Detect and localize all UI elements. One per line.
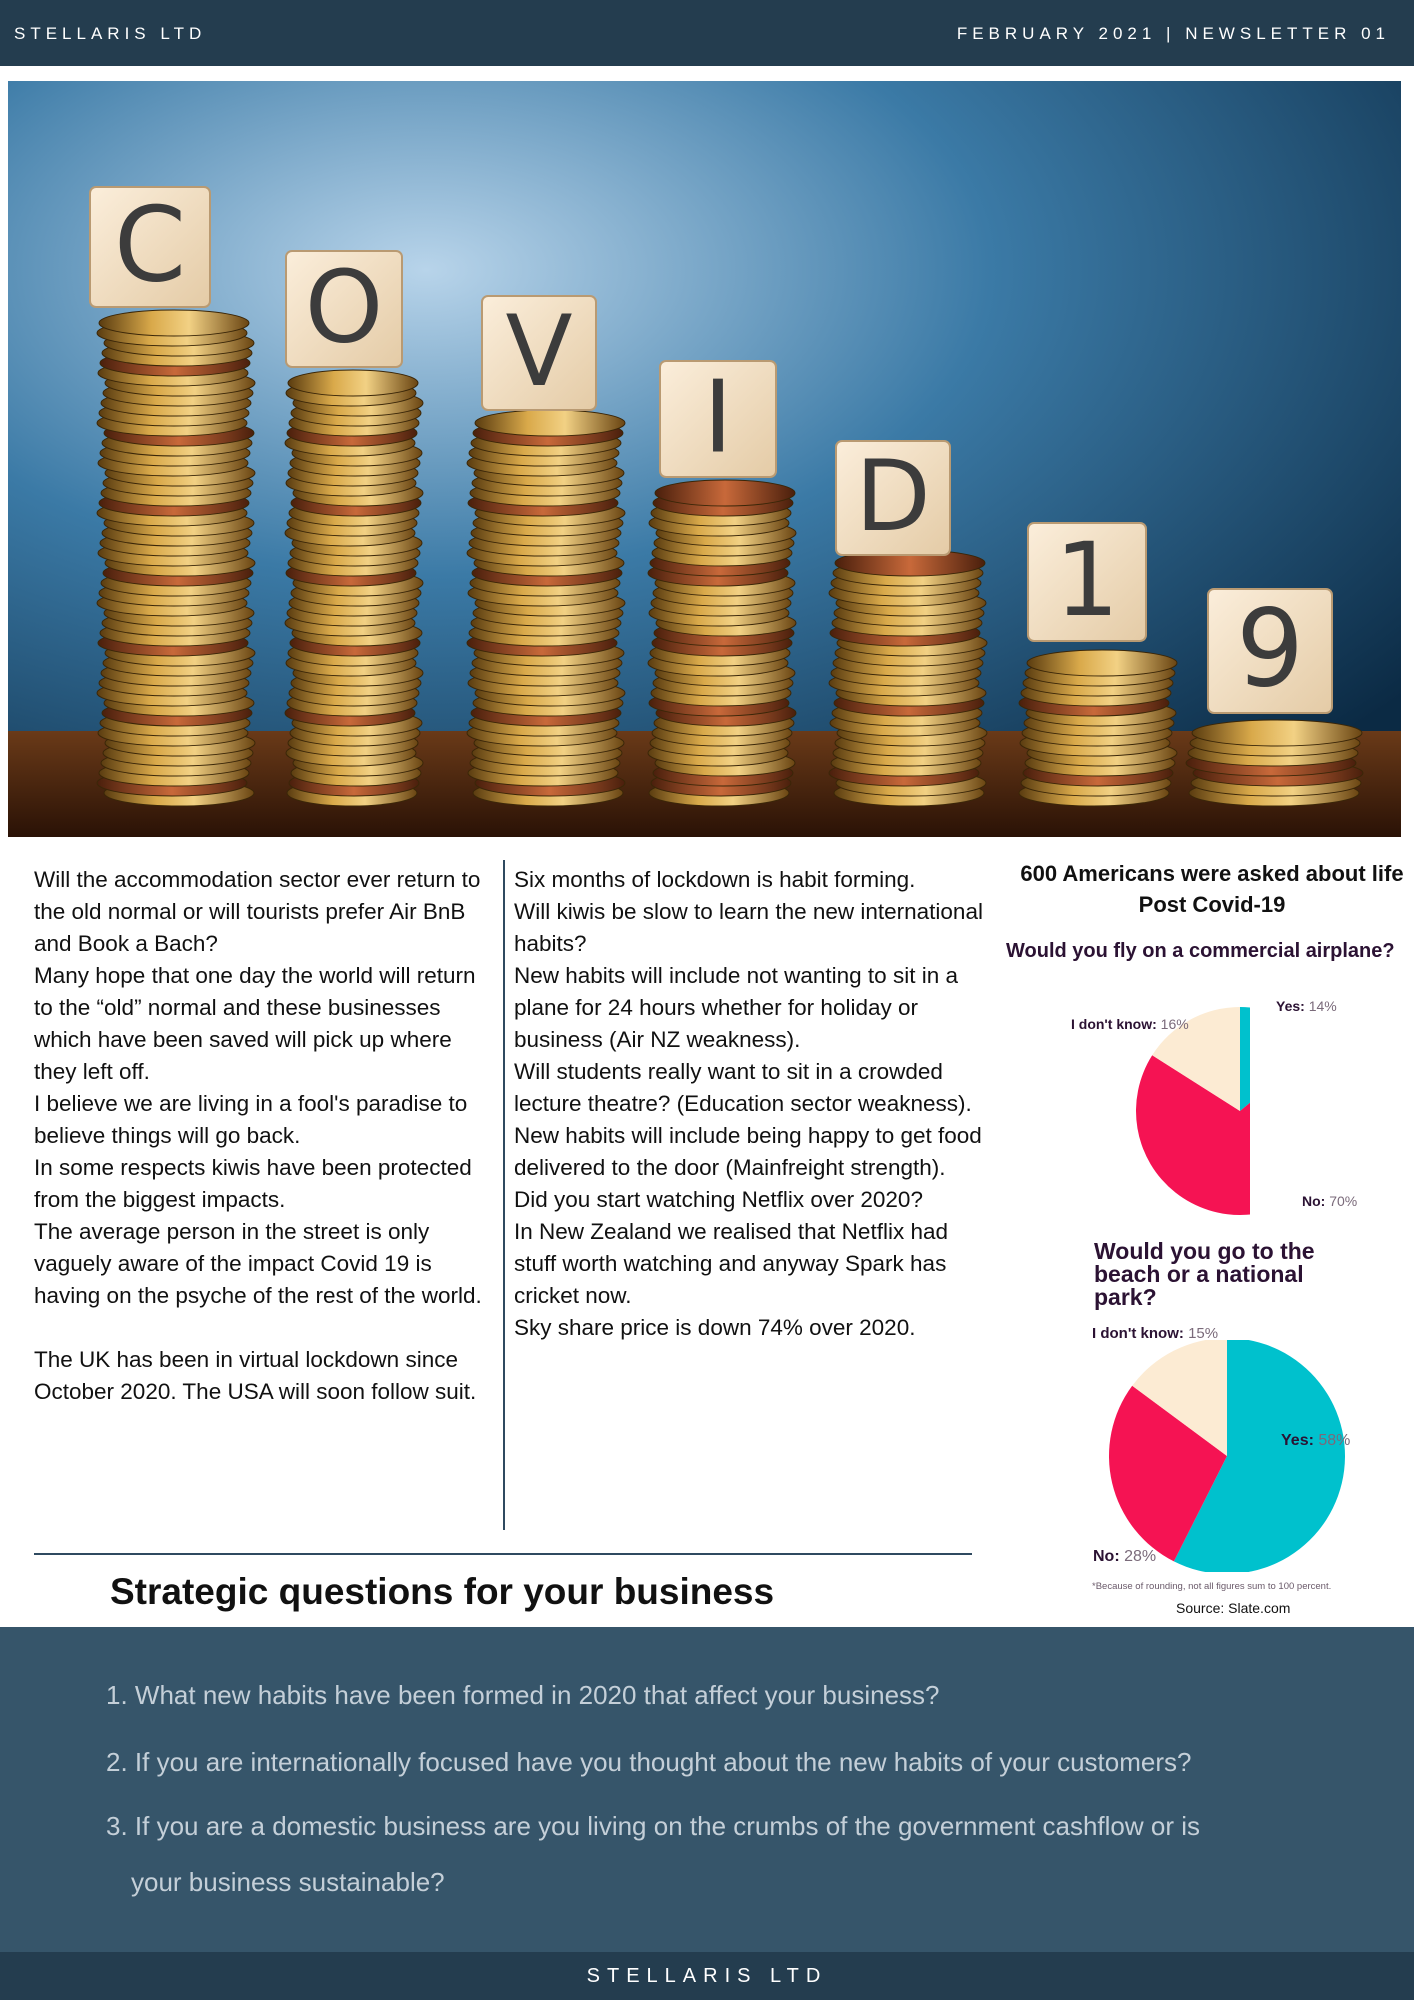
question-item: 2. If you are internationally focused have you thought about the new habits of your customers? — [106, 1747, 1192, 1777]
chart-1-label-yes: Yes: 14% — [1276, 998, 1337, 1014]
coin-stack — [285, 370, 423, 806]
coin-stack — [1186, 720, 1363, 806]
chart-1-label-dontknow: I don't know: 16% — [1071, 1016, 1189, 1032]
paragraph: Did you start watching Netflix over 2020? — [514, 1187, 923, 1212]
letter-block-text: C — [113, 185, 187, 306]
paragraph: I believe we are living in a fool's paradise to believe things will go back. — [34, 1091, 468, 1148]
paragraph: In New Zealand we realised that Netflix had stuff worth watching and anyway Spark has cricket now. — [514, 1219, 948, 1308]
coin-stack — [97, 310, 255, 806]
pie-chart-flying — [1130, 1005, 1250, 1220]
strategic-questions-band — [0, 1627, 1414, 1952]
survey-source: Source: Slate.com — [1176, 1600, 1291, 1616]
paragraph: New habits will include being happy to get food delivered to the door (Mainfreight strength). — [514, 1123, 982, 1180]
coin-stack — [467, 410, 625, 806]
letter-block-text: O — [304, 248, 384, 366]
paragraph: New habits will include not wanting to sit in a plane for 24 hours whether for holiday or business (Air NZ weakness). — [514, 963, 958, 1052]
letter-block-text: V — [505, 294, 573, 409]
hero-image — [8, 81, 1401, 837]
coin-stack — [829, 550, 987, 806]
header-issue: FEBRUARY 2021 | NEWSLETTER 01 — [956, 24, 1390, 43]
chart-2-title: Would you go to the beach or a national park? — [1094, 1238, 1315, 1310]
coin-stack — [1019, 650, 1177, 806]
letter-block — [286, 248, 402, 367]
paragraph: Will kiwis be slow to learn the new international habits? — [514, 899, 983, 956]
footer-brand: STELLARIS LTD — [586, 1965, 828, 1987]
letter-block — [482, 295, 596, 410]
letter-block — [660, 358, 776, 477]
paragraph: Sky share price is down 74% over 2020. — [514, 1315, 916, 1340]
question-item: 3. If you are a domestic business are you living on the crumbs of the government cashflow or is — [106, 1811, 1201, 1841]
letter-block-text: D — [855, 439, 931, 554]
letter-block — [1028, 521, 1146, 641]
header-brand: STELLARIS LTD — [14, 24, 207, 43]
column-divider — [503, 860, 505, 1530]
letter-block-text: 9 — [1236, 587, 1304, 712]
question-item: 1. What new habits have been formed in 2020 that affect your business? — [106, 1680, 940, 1710]
pie-chart-beach — [1107, 1340, 1347, 1572]
article-column-1 — [34, 864, 496, 1408]
paragraph: The average person in the street is only vaguely aware of the impact Covid 19 is having on the psyche of the rest of the world. — [34, 1219, 482, 1308]
paragraph: The UK has been in virtual lockdown since October 2020. The USA will soon follow suit. — [34, 1347, 477, 1404]
chart-2-label-dontknow: I don't know: 15% — [1092, 1325, 1219, 1342]
chart-2-label-yes: Yes: 58% — [1281, 1432, 1351, 1449]
paragraph: Many hope that one day the world will return to the “old” normal and these businesses which have been saved will pick up where they left off. — [34, 963, 476, 1084]
chart-1-label-no: No: 70% — [1302, 1193, 1358, 1209]
rounding-note: *Because of rounding, not all figures sum to 100 percent. — [1092, 1581, 1332, 1592]
header-bar — [0, 0, 1414, 66]
chart-1-title: Would you fly on a commercial airplane? — [1006, 940, 1395, 962]
section-divider — [34, 1553, 972, 1555]
covid-coins-illustration — [8, 81, 1401, 837]
footer-bar — [0, 1952, 1414, 2000]
letter-block-text: 1 — [1054, 521, 1120, 640]
paragraph: Will students really want to sit in a crowded lecture theatre? (Education sector weakness). — [514, 1059, 972, 1116]
question-item-continued: your business sustainable? — [131, 1867, 445, 1897]
paragraph: In some respects kiwis have been protected from the biggest impacts. — [34, 1155, 472, 1212]
coin-stack — [648, 480, 796, 806]
paragraph: Six months of lockdown is habit forming. — [514, 867, 916, 892]
letter-block — [1208, 588, 1332, 713]
chart-2-label-no: No: 28% — [1093, 1548, 1157, 1565]
paragraph: Will the accommodation sector ever return to the old normal or will tourists prefer Air BnB and Book a Bach? — [34, 867, 481, 956]
article-column-2 — [514, 864, 984, 1344]
strategic-title: Strategic questions for your business — [110, 1571, 775, 1612]
letter-block — [90, 186, 210, 307]
letter-block-text: I — [703, 358, 733, 476]
survey-title: 600 Americans were asked about life Post Covid-19 — [1020, 861, 1404, 917]
letter-block — [836, 440, 950, 555]
pie-slice — [1240, 1007, 1250, 1111]
